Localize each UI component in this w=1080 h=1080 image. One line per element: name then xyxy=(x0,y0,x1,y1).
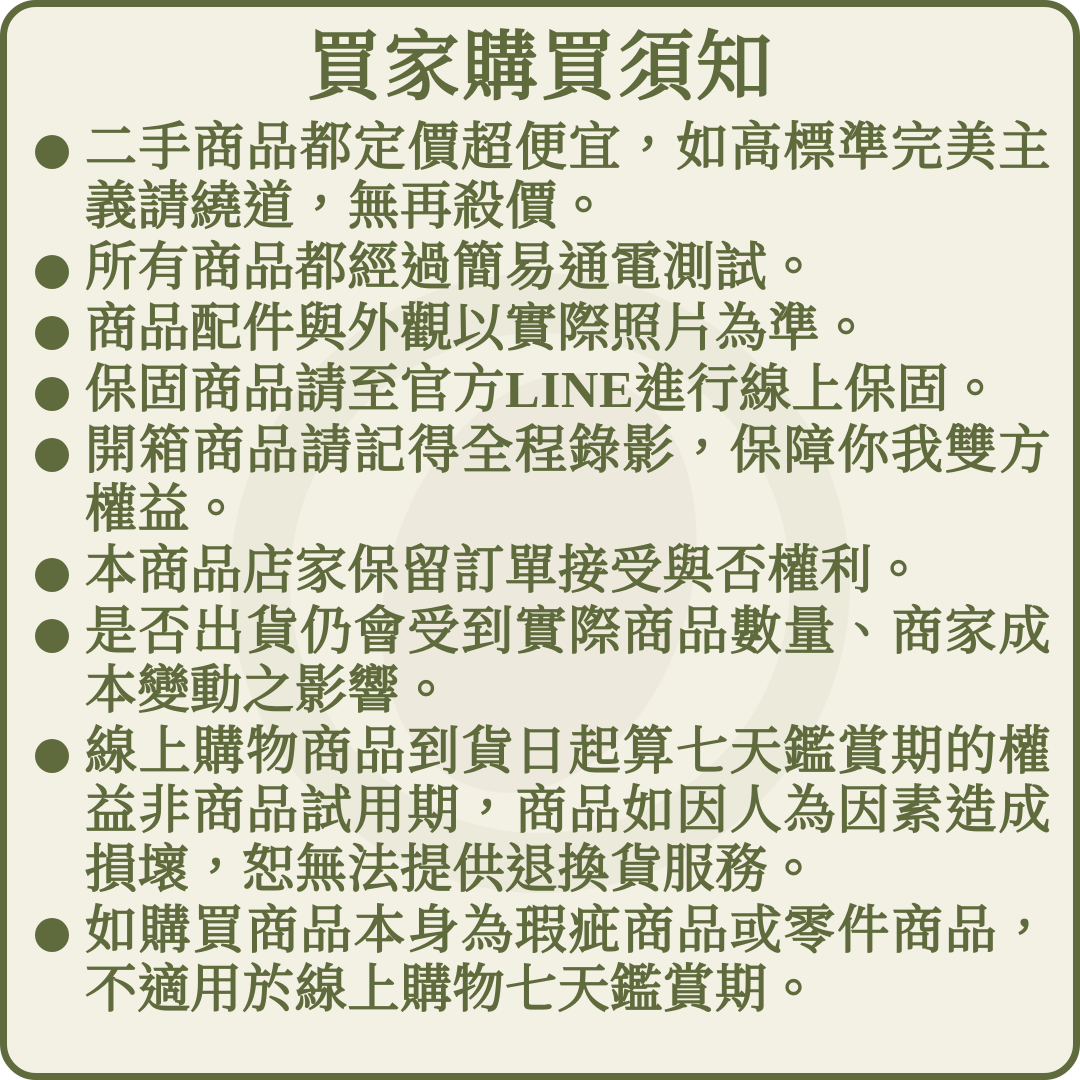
bullet-icon xyxy=(35,739,69,773)
bullet-icon xyxy=(35,918,69,952)
list-item xyxy=(29,603,1051,721)
list-item xyxy=(29,902,1051,1020)
list-item-text: 線上購物商品到貨日起算七天鑑賞期的權益非商品試用期，商品如因人為因素造成損壞，恕無法提供退換貨服務。 xyxy=(85,724,1051,900)
list-item-text: 二手商品都定價超便宜，如高標準完美主義請繞道，無再殺價。 xyxy=(85,120,1051,237)
list-item-text: 開箱商品請記得全程錄影，保障你我雙方權益。 xyxy=(85,423,1051,540)
bullet-icon xyxy=(35,558,69,592)
notice-content xyxy=(7,7,1073,1020)
list-item xyxy=(29,239,1051,298)
bullet-icon xyxy=(35,255,69,289)
list-item-text: 如購買商品本身為瑕疵商品或零件商品，不適用於線上購物七天鑑賞期。 xyxy=(85,903,1051,1020)
list-item xyxy=(29,723,1051,900)
notice-list xyxy=(29,119,1051,1020)
list-item-text: 所有商品都經過簡易通電測試。 xyxy=(85,240,821,298)
bullet-icon xyxy=(35,438,69,472)
list-item xyxy=(29,361,1051,420)
list-item-text: 保固商品請至官方LINE進行線上保固。 xyxy=(85,362,1002,420)
list-item xyxy=(29,422,1051,540)
page-title: 買家購買須知 xyxy=(306,26,774,110)
bullet-icon xyxy=(35,377,69,411)
bullet-icon xyxy=(35,316,69,350)
list-item xyxy=(29,300,1051,359)
list-item-text: 商品配件與外觀以實際照片為準。 xyxy=(85,301,873,359)
list-item-text: 本商品店家保留訂單接受與否權利。 xyxy=(85,543,926,601)
list-item xyxy=(29,542,1051,601)
bullet-icon xyxy=(35,135,69,169)
list-item-text: 是否出貨仍會受到實際商品數量、商家成本變動之影響。 xyxy=(85,604,1051,721)
list-item xyxy=(29,119,1051,237)
bullet-icon xyxy=(35,619,69,653)
